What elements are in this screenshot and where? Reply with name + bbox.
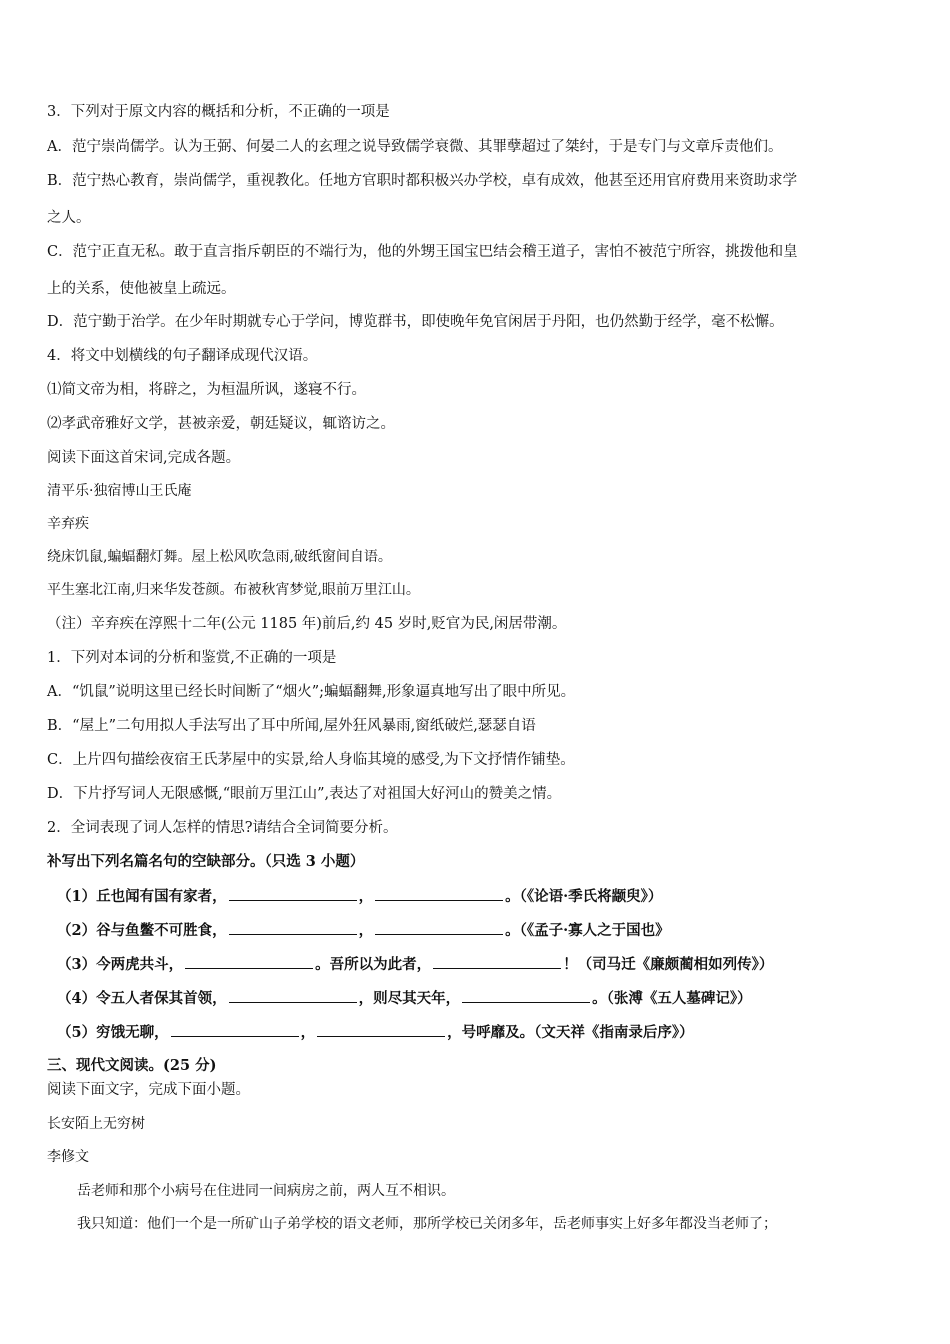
fill-item-1-text-c: 。（《论语·季氏将颛臾》） <box>505 888 663 905</box>
fill-item-2-text-b: ， <box>358 922 374 939</box>
answer-blank[interactable] <box>375 886 503 901</box>
q3-option-c-line1: C．范宁正直无私。敢于直言指斥朝臣的不端行为，他的外甥王国宝巴结会稽王道子，害怕不被范宁所容，挑拨他和皇 <box>47 244 798 260</box>
article-paragraph-2: 我只知道：他们一个是一所矿山子弟学校的语文老师，那所学校已关闭多年，岳老师事实上好多年都没当老师了； <box>77 1216 777 1232</box>
fill-item-1 <box>57 886 662 907</box>
fill-item-5-text-a: （5）穷饿无聊， <box>57 1024 169 1041</box>
article-author: 李修文 <box>47 1149 89 1165</box>
fill-item-1-text-a: （1）丘也闻有国有家者， <box>57 888 227 905</box>
article-title: 长安陌上无穷树 <box>47 1116 145 1132</box>
q4-stem: 4．将文中划横线的句子翻译成现代汉语。 <box>47 348 318 364</box>
q3-option-a: A．范宁崇尚儒学。认为王弼、何晏二人的玄理之说导致儒学衰微、其罪孽超过了桀纣，于是专门与文章斥责他们。 <box>47 139 783 155</box>
poem-q1-option-b: B．“屋上”二句用拟人手法写出了耳中所闻,屋外狂风暴雨,窗纸破烂,瑟瑟自语 <box>47 718 536 734</box>
fill-item-2-text-c: 。（《孟子·寡人之于国也》 <box>505 922 670 939</box>
poem-q2-stem: 2．全词表现了词人怎样的情思?请结合全词简要分析。 <box>47 820 398 836</box>
q4-sentence-1: ⑴简文帝为相，将辟之，为桓温所讽，遂寝不行。 <box>47 382 366 398</box>
q3-option-d: D．范宁勤于治学。在少年时期就专心于学问，博览群书，即使晚年免官闲居于丹阳，也仍然勤于经学，毫不松懈。 <box>47 314 784 330</box>
article-paragraph-1: 岳老师和那个小病号在住进同一间病房之前，两人互不相识。 <box>77 1183 455 1199</box>
fill-item-3 <box>57 954 773 975</box>
fill-item-4-text-a: （4）令五人者保其首领， <box>57 990 227 1007</box>
q3-stem: 3．下列对于原文内容的概括和分析，不正确的一项是 <box>47 104 390 120</box>
poem-q1-option-c: C．上片四句描绘夜宿王氏茅屋中的实景,给人身临其境的感受,为下文抒情作铺垫。 <box>47 752 575 768</box>
fill-item-3-text-b: 。吾所以为此者， <box>315 956 432 973</box>
answer-blank[interactable] <box>462 988 590 1003</box>
fill-item-5-text-b: ， <box>300 1024 316 1041</box>
q3-option-b-line1: B．范宁热心教育，崇尚儒学，重视教化。任地方官职时都积极兴办学校，卓有成效，他甚至还用官府费用来资助求学 <box>47 173 798 189</box>
poem-q1-option-a: A．“饥鼠”说明这里已经长时间断了“烟火”;蝙蝠翻舞,形象逼真地写出了眼中所见。 <box>47 684 576 700</box>
answer-blank[interactable] <box>171 1022 299 1037</box>
fill-item-4 <box>57 988 752 1009</box>
fill-item-3-text-c: ！（司马迁《廉颇蔺相如列传》） <box>563 956 774 973</box>
fill-item-1-text-b: ， <box>358 888 374 905</box>
fill-item-2-text-a: （2）谷与鱼鳖不可胜食， <box>57 922 227 939</box>
fill-item-5-text-c: ，号呼靡及。（文天祥《指南录后序》） <box>447 1024 694 1041</box>
poem-intro: 阅读下面这首宋词,完成各题。 <box>47 450 241 466</box>
fill-item-3-text-a: （3）今两虎共斗， <box>57 956 184 973</box>
fill-item-5 <box>57 1022 694 1043</box>
poem-line-1: 绕床饥鼠,蝙蝠翻灯舞。屋上松风吹急雨,破纸窗间自语。 <box>47 549 392 565</box>
answer-blank[interactable] <box>433 954 561 969</box>
q4-sentence-2: ⑵孝武帝雅好文学，甚被亲爱，朝廷疑议，辄谘访之。 <box>47 416 395 432</box>
section-heading: 三、现代文阅读。(25 分) <box>47 1057 217 1074</box>
answer-blank[interactable] <box>375 920 503 935</box>
answer-blank[interactable] <box>229 886 357 901</box>
fill-heading: 补写出下列名篇名句的空缺部分。（只选 3 小题） <box>47 853 365 870</box>
answer-blank[interactable] <box>317 1022 445 1037</box>
fill-item-2 <box>57 920 670 941</box>
fill-item-4-text-c: 。（张溥《五人墓碑记》） <box>592 990 752 1007</box>
q3-option-b-line2: 之人。 <box>47 210 91 226</box>
reading-intro: 阅读下面文字，完成下面小题。 <box>47 1082 250 1098</box>
poem-author: 辛弃疾 <box>47 516 89 532</box>
answer-blank[interactable] <box>229 920 357 935</box>
q3-option-c-line2: 上的关系，使他被皇上疏远。 <box>47 281 236 297</box>
answer-blank[interactable] <box>185 954 313 969</box>
poem-q1-stem: 1．下列对本词的分析和鉴赏,不正确的一项是 <box>47 650 337 666</box>
poem-title: 清平乐·独宿博山王氏庵 <box>47 483 192 499</box>
fill-item-4-text-b: ，则尽其天年， <box>358 990 461 1007</box>
answer-blank[interactable] <box>229 988 357 1003</box>
poem-note: （注）辛弃疾在淳熙十二年(公元 1185 年)前后,约 45 岁时,贬官为民,闲居带潮。 <box>47 616 567 632</box>
poem-line-2: 平生塞北江南,归来华发苍颜。布被秋宵梦觉,眼前万里江山。 <box>47 582 420 598</box>
poem-q1-option-d: D．下片抒写词人无限感慨,“眼前万里江山”,表达了对祖国大好河山的赞美之情。 <box>47 786 562 802</box>
